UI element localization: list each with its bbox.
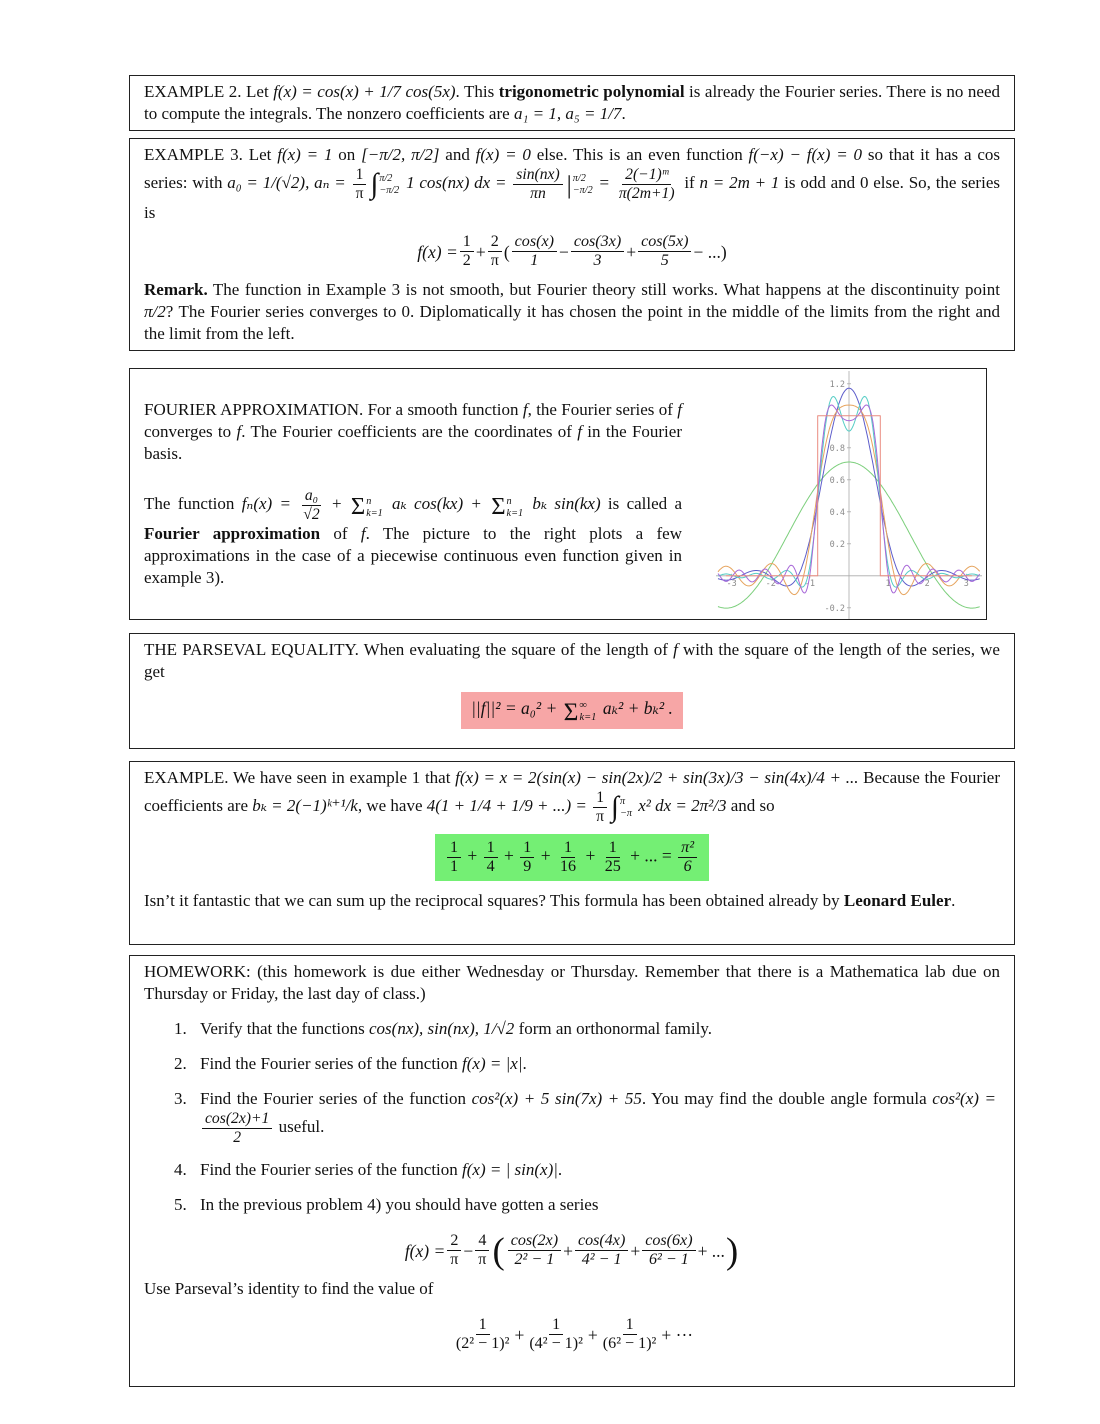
homework-item-3 bbox=[174, 1088, 1000, 1146]
text-run: ( bbox=[503, 241, 510, 262]
text-run: ? The Fourier series converges to 0. Diplomatically it has chosen the point in the middle of the limits from the right and the limit from the left. bbox=[144, 302, 1000, 344]
x-tick-label: 3 bbox=[963, 578, 969, 589]
text-run: In the previous problem 4) you should have gotten a series bbox=[200, 1195, 599, 1215]
text-run: cos²(x) + 5 sin(7x) + 55 bbox=[471, 1089, 642, 1108]
x-tick-label: -2 bbox=[765, 578, 776, 589]
text-run: + ··· bbox=[661, 1324, 694, 1345]
fraction: $\frac{\cos(x)}{1}$ bbox=[512, 233, 557, 270]
homework-item-text bbox=[200, 1018, 1000, 1040]
homework-item-5 bbox=[174, 1194, 1000, 1216]
text-run: + bbox=[514, 1324, 525, 1345]
text-run: . bbox=[557, 1160, 563, 1180]
text-run: f(x) = cos(x) + 1/7 cos(5x) bbox=[273, 82, 456, 101]
fourier-approximation-box bbox=[129, 368, 987, 620]
euler-formula-row bbox=[144, 834, 1000, 881]
text-run: Remark. bbox=[144, 280, 208, 300]
text-run: . You may find the double angle formula bbox=[641, 1089, 933, 1108]
fraction: $\frac{1}{16}$ bbox=[559, 839, 577, 876]
parseval-formula-row bbox=[144, 692, 1000, 729]
text-run: . This bbox=[455, 82, 499, 101]
text-run: in the Fourier basis. bbox=[144, 422, 682, 463]
text-run: f bbox=[577, 422, 582, 441]
y-tick-label: 0.2 bbox=[829, 539, 845, 550]
text-run: + bbox=[499, 845, 519, 866]
text-run: Find the Fourier series of the function bbox=[200, 1089, 472, 1108]
final-parseval-sum-formula bbox=[144, 1316, 1000, 1353]
text-run: f(x) = 0 bbox=[475, 145, 531, 164]
text-run: a₀ = 1/(√2), aₙ = bbox=[227, 172, 351, 192]
use-parseval-text bbox=[144, 1278, 1000, 1300]
text-run: cos(nx), sin(nx), 1/√2 bbox=[369, 1019, 515, 1038]
y-tick-label: 0.6 bbox=[829, 475, 845, 486]
text-run: ||f||² = a₀² + bbox=[471, 698, 562, 718]
text-run: EXAMPLE 3. Let bbox=[144, 145, 278, 164]
text-run: f bbox=[522, 400, 528, 419]
fourier-approximation-plot bbox=[716, 371, 982, 619]
example2-box bbox=[129, 75, 1015, 131]
text-run: converges to bbox=[144, 422, 237, 441]
text-run: = bbox=[594, 172, 614, 192]
text-run: + bbox=[581, 845, 600, 866]
parseval-text bbox=[144, 639, 1000, 683]
homework-item-number: 3. bbox=[174, 1089, 187, 1108]
text-run: , we have bbox=[357, 795, 427, 815]
text-run: f bbox=[360, 524, 366, 544]
text-run: n = 2m + 1 bbox=[699, 172, 780, 192]
text-run: + bbox=[324, 493, 349, 513]
fraction: $\frac{2}{\pi}$ bbox=[488, 233, 502, 270]
x-tick-label: 2 bbox=[924, 578, 930, 589]
text-run: Find the Fourier series of the function bbox=[200, 1054, 463, 1073]
euler-example-box bbox=[129, 761, 1015, 945]
text-run: Isn’t it fantastic that we can sum up the reciprocal squares? This formula has been obtained already by bbox=[144, 891, 844, 911]
text-run: The function bbox=[144, 493, 242, 513]
text-run: − bbox=[463, 1240, 474, 1261]
x-tick-label: -1 bbox=[804, 578, 816, 589]
text-run: 4(1 + 1/4 + 1/9 + ...) = bbox=[426, 795, 592, 815]
fraction: $\frac{\cos(2x)+1}{2}$ bbox=[202, 1110, 272, 1146]
example2-text bbox=[144, 81, 1000, 125]
text-run: aₖ cos(kx) + bbox=[384, 493, 490, 513]
homework-item-1 bbox=[174, 1018, 1000, 1040]
parseval-formula bbox=[461, 692, 683, 729]
text-run: + bbox=[630, 1240, 641, 1261]
x-tick-label: 1 bbox=[885, 578, 891, 589]
text-run: f(x) = x = 2(sin(x) − sin(2x)/2 + sin(3x)/3 − sin(4x)/4 + ... bbox=[455, 768, 859, 787]
text-run: trigonometric polynomial bbox=[498, 82, 685, 101]
euler-example-closing bbox=[144, 890, 1000, 912]
text-run: Use Parseval’s identity to find the value of bbox=[144, 1279, 434, 1299]
text-run: HOMEWORK: (this homework is due either Wednesday or Thursday. Remember that there is a Mathematica lab due on Thursday or Friday, the last day of class.) bbox=[144, 962, 1000, 1003]
text-run: − ...) bbox=[693, 241, 727, 262]
euler-sum-formula bbox=[435, 834, 709, 881]
homework-item-text bbox=[200, 1088, 1000, 1146]
fraction: $\frac{1}{\text{(2² − 1)²}}$ bbox=[455, 1316, 510, 1353]
fraction: $\frac{\text{2(−1)ᵐ}}{\pi(2m+1)}$ bbox=[618, 166, 675, 202]
fraction: $\frac{\cos(2x)}{\text{2² − 1}}$ bbox=[508, 1232, 561, 1269]
y-tick-label: 0.4 bbox=[829, 507, 845, 518]
text-run: + bbox=[475, 241, 486, 262]
homework-item-number: 2. bbox=[174, 1054, 187, 1073]
homework-item-text bbox=[200, 1194, 1000, 1216]
text-run: f(−x) − f(x) = 0 bbox=[748, 145, 863, 164]
text-run: form an orthonormal family. bbox=[514, 1019, 712, 1038]
fraction: $\frac{\cos(4x)}{\text{4² − 1}}$ bbox=[575, 1232, 628, 1269]
example3-box bbox=[129, 138, 1015, 351]
text-run: bₖ = 2(−1)ᵏ⁺¹/k bbox=[252, 795, 358, 815]
text-run: THE PARSEVAL EQUALITY. When evaluating the square of the length of bbox=[144, 640, 674, 659]
text-run: Because the Fourier coefficients are bbox=[144, 768, 1001, 815]
homework-item-text bbox=[200, 1053, 1000, 1075]
text-run: Find the Fourier series of the function bbox=[200, 1160, 463, 1180]
text-run: EXAMPLE 2. Let bbox=[144, 82, 274, 101]
fraction: $\frac{1}{\pi}$ bbox=[353, 166, 367, 202]
fraction: $\frac{\cos(6x)}{\text{6² − 1}}$ bbox=[642, 1232, 695, 1269]
y-tick-label: -0.2 bbox=[824, 603, 845, 614]
sum-operator: Σ ∞ k=1 bbox=[563, 697, 597, 726]
text-run: . The picture to the right plots a few approximations in the case of a piecewise continuous even function given in example 3). bbox=[144, 524, 682, 588]
text-run: f(x) = 1 bbox=[277, 145, 333, 164]
text-run: f(x) = bbox=[417, 241, 458, 262]
integral-operator: ∫ π −π bbox=[611, 791, 632, 824]
fraction: $\frac{\text{π²}}{6}$ bbox=[678, 839, 697, 876]
homework-item-2 bbox=[174, 1053, 1000, 1075]
fraction: $\frac{1}{\pi}$ bbox=[593, 789, 607, 825]
text-run: . The Fourier coefficients are the coordinates of bbox=[241, 422, 578, 441]
text-run: aₖ² + bₖ² . bbox=[598, 698, 673, 718]
text-run: else. This is an even function bbox=[530, 145, 749, 164]
fraction: $\frac{\sin(nx)}{\pi n}$ bbox=[513, 166, 562, 202]
fraction: $\frac{\text{a₀}}{√2}$ bbox=[303, 487, 320, 523]
fraction: $\frac{2}{\pi}$ bbox=[447, 1232, 461, 1269]
text-run: Verify that the functions bbox=[200, 1019, 370, 1038]
fraction: $\frac{1}{\text{(4² − 1)²}}$ bbox=[529, 1316, 583, 1353]
example3-remark bbox=[144, 279, 1000, 345]
text-run: if bbox=[679, 172, 700, 192]
example3-series-formula bbox=[144, 233, 1000, 270]
text-run: a₁ = 1, a₅ = 1/7 bbox=[513, 104, 622, 123]
homework-item-4 bbox=[174, 1159, 1000, 1181]
fraction: $\frac{1}{4}$ bbox=[484, 839, 498, 876]
text-run: and bbox=[439, 145, 476, 164]
text-run: f bbox=[677, 400, 682, 419]
text-run: f(x) = bbox=[404, 1240, 446, 1261]
text-run: cos²(x) = bbox=[932, 1089, 997, 1108]
text-run: fₙ(x) = bbox=[241, 493, 299, 513]
item5-series-formula: f(x) = $\frac{2}{\pi}$ − $\frac{4}{\pi}$ ( $\frac{\cos(2x)}{\text{2² − 1}}$ + $\frac{\cos(4x)}{\text{4² − 1}}$ + $\frac{\cos(6x)}{\text{6² − 1}}$ + ... ) bbox=[404, 1229, 739, 1271]
text-run: f(x) = |x| bbox=[462, 1054, 523, 1073]
sum-operator: Σ n k=1 bbox=[491, 493, 524, 521]
homework-item-number: 5. bbox=[174, 1195, 187, 1215]
fourier-approximation-para2 bbox=[144, 487, 682, 589]
euler-example-text bbox=[144, 767, 1000, 825]
text-run: EXAMPLE. We have seen in example 1 that bbox=[144, 768, 456, 787]
fourier-approximation-plot-container bbox=[716, 369, 986, 619]
homework-item-number: 4. bbox=[174, 1160, 187, 1180]
text-run: − bbox=[558, 241, 569, 262]
text-run: so that it has a cos series: with bbox=[144, 145, 1000, 192]
text-run: , the Fourier series of bbox=[527, 400, 678, 419]
sum-operator: Σ n k=1 bbox=[350, 493, 383, 521]
y-tick-label: 0.8 bbox=[829, 443, 845, 454]
text-run: on bbox=[332, 145, 362, 164]
text-run: x² dx = 2π²/3 bbox=[633, 795, 727, 815]
text-run: . bbox=[621, 104, 626, 123]
text-run: is already the Fourier series. There is no need to compute the integrals. The nonzero coefficients are bbox=[144, 82, 1000, 123]
text-run: . bbox=[522, 1054, 527, 1073]
text-run: The function in Example 3 is not smooth, but Fourier theory still works. What happens at the discontinuity point bbox=[207, 280, 1000, 300]
fraction: $\frac{4}{\pi}$ bbox=[475, 1232, 489, 1269]
text-run: + bbox=[587, 1324, 598, 1345]
parseval-box bbox=[129, 633, 1015, 749]
text-run: with the square of the length of the series, we get bbox=[144, 640, 1000, 681]
text-run: Fourier approximation bbox=[144, 524, 321, 544]
y-tick-label: 1.2 bbox=[829, 379, 845, 390]
homework-item-text bbox=[200, 1159, 1000, 1181]
fraction: $\frac{1}{9}$ bbox=[520, 839, 534, 876]
fraction: $\frac{1}{2}$ bbox=[460, 233, 474, 270]
text-run: + bbox=[563, 1240, 573, 1261]
fraction: $\frac{\cos(3x)}{3}$ bbox=[571, 233, 624, 270]
text-run: π/2 bbox=[144, 302, 166, 322]
fraction: $\frac{1}{1}$ bbox=[447, 839, 461, 876]
evaluation-bar: | π/2 −π/2 bbox=[566, 170, 593, 200]
fourier-approximation-para1 bbox=[144, 399, 682, 465]
integral-operator: ∫ π/2 −π/2 bbox=[370, 168, 400, 201]
text-run: [−π/2, π/2] bbox=[361, 145, 440, 164]
text-run: is odd and 0 else. So, the series is bbox=[144, 172, 1000, 223]
text-run: . bbox=[951, 891, 956, 911]
text-run: 1 cos(nx) dx = bbox=[401, 172, 512, 192]
text-run: Leonard Euler bbox=[843, 891, 952, 911]
fraction: $\frac{1}{25}$ bbox=[604, 839, 621, 876]
text-run: and so bbox=[726, 795, 775, 815]
text-run: useful. bbox=[274, 1116, 325, 1136]
homework-item-number: 1. bbox=[174, 1019, 187, 1038]
text-run: f bbox=[673, 640, 678, 659]
text-run: is called a bbox=[600, 493, 683, 513]
example3-text bbox=[144, 144, 1000, 224]
text-run: + bbox=[626, 241, 637, 262]
fraction: $\frac{1}{\text{(6² − 1)²}}$ bbox=[602, 1316, 657, 1353]
text-run: + ... = bbox=[625, 845, 677, 866]
fourier-approximation-text bbox=[130, 369, 682, 589]
fraction: $\frac{\cos(5x)}{5}$ bbox=[638, 233, 691, 270]
x-tick-label: -3 bbox=[726, 578, 737, 589]
homework-intro bbox=[144, 961, 1000, 1005]
text-run: of bbox=[320, 524, 361, 544]
text-run: f bbox=[236, 422, 242, 441]
text-run: + ... bbox=[697, 1240, 725, 1261]
text-run: bₖ sin(kx) bbox=[525, 493, 601, 513]
text-run: + bbox=[463, 845, 482, 866]
homework-box bbox=[129, 955, 1015, 1387]
text-run: f(x) = | sin(x)| bbox=[462, 1160, 558, 1180]
text-run: FOURIER APPROXIMATION. For a smooth function bbox=[144, 400, 523, 419]
text-run: + bbox=[536, 845, 555, 866]
